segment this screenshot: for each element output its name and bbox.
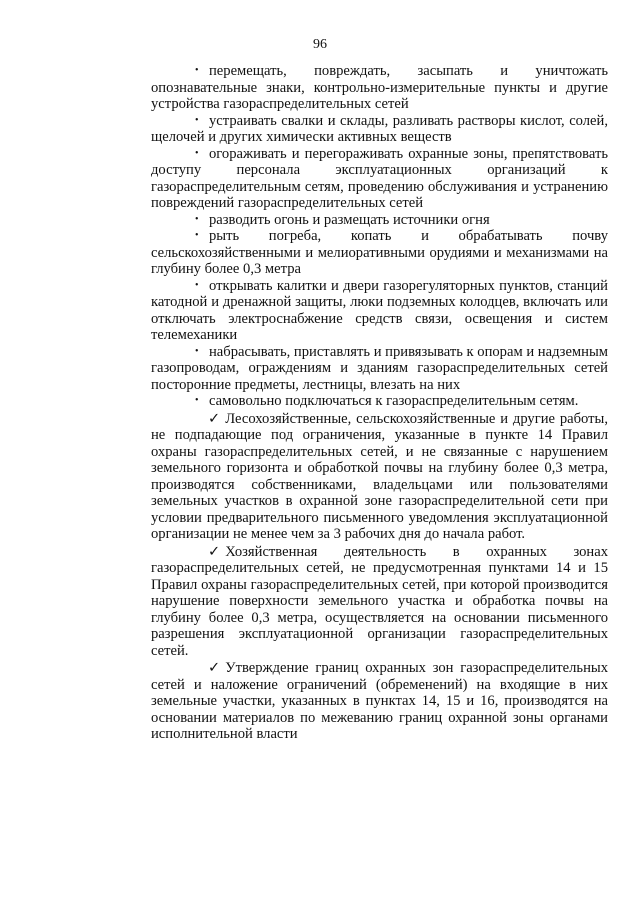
bullet-text: открывать калитки и двери газорегуляторных пунктов, станций катодной и дренажной защиты, люки подземных колодцев, включать или отключать электроснабжение средств связи, освещения и систем телемеханики [151,277,608,343]
bullet-icon: • [195,345,199,357]
checkmark-icon: ✓ [208,410,221,427]
bullet-text: огораживать и перегораживать охранные зоны, препятствовать доступу персонала эксплуатационных организаций к газораспределительным сетям, проведению обслуживания и устранению повреждений газораспределительных сетей [151,145,608,211]
checkmark-icon: ✓ [208,660,221,676]
bullet-item [151,278,608,344]
bullet-item [151,393,608,410]
checkmark-icon: ✓ [208,543,221,560]
bullet-text: самовольно подключаться к газораспределительным сетям. [209,393,579,409]
bullet-text: набрасывать, приставлять и привязывать к опорам и надземным газопроводам, ограждениям и зданиям газораспределительных сетей посторонние предметы, лестницы, влезать на них [151,343,609,393]
bullet-text: перемещать, повреждать, засыпать и уничтожать опознавательные знаки, контрольно-измерительные пункты и другие устройства газораспределительных сетей [151,63,608,112]
page-number: 96 [313,37,327,52]
paragraph-text: Утверждение границ охранных зон газораспределительных сетей и наложение ограничений (обременений) на входящие в них земельные участки, указанных в пунктах 14, 15 и 16, производятся на основании материалов по межеванию границ охранной зоны органами исполнительной власти [151,660,608,742]
bullet-item [151,212,608,229]
document-body [151,63,608,743]
bullet-item [151,113,608,146]
bullet-icon: • [195,114,199,126]
bullet-item [151,146,608,212]
bullet-icon: • [195,279,199,291]
paragraph-text: Хозяйственная деятельность в охранных зонах газораспределительных сетей, не предусмотренная пунктами 14 и 15 Правил охраны газораспределительных сетей, при которой производится нарушение поверхности земельного участка и обработка почвы на глубину более 0,3 метра, осуществляется на основании письменного разрешения эксплуатационной организации газораспределительных сетей. [151,543,608,659]
bullet-text: рыть погреба, копать и обрабатывать почву сельскохозяйственными и мелиоративными орудиями и механизмами на глубину более 0,3 метра [151,228,608,277]
checkmark-paragraph [151,660,608,743]
bullet-icon: • [195,147,199,159]
checkmark-paragraph [151,411,608,543]
bullet-icon: • [195,213,199,225]
bullet-text: устраивать свалки и склады, разливать растворы кислот, солей, щелочей и других химически активных веществ [151,112,608,145]
bullet-icon: • [195,230,199,241]
bullet-item [151,344,608,394]
bullet-icon: • [195,395,199,406]
bullet-item [151,228,608,278]
bullet-item [151,63,608,113]
bullet-icon: • [195,65,199,76]
bullet-text: разводить огонь и размещать источники огня [209,211,490,228]
checkmark-paragraph [151,544,608,660]
paragraph-text: Лесохозяйственные, сельскохозяйственные и другие работы, не подпадающие под ограничения, указанные в пункте 14 Правил охраны газораспределительных сетей, и не связанные с нарушением земельного горизонта и обработкой почвы на глубину более 0,3 метра, производятся собственниками, владельцами или пользователями земельных участков в охранной зоне газораспределительной сети при условии предварительного письменного уведомления эксплуатационной организации не менее чем за 3 рабочих дня до начала работ. [151,410,608,542]
